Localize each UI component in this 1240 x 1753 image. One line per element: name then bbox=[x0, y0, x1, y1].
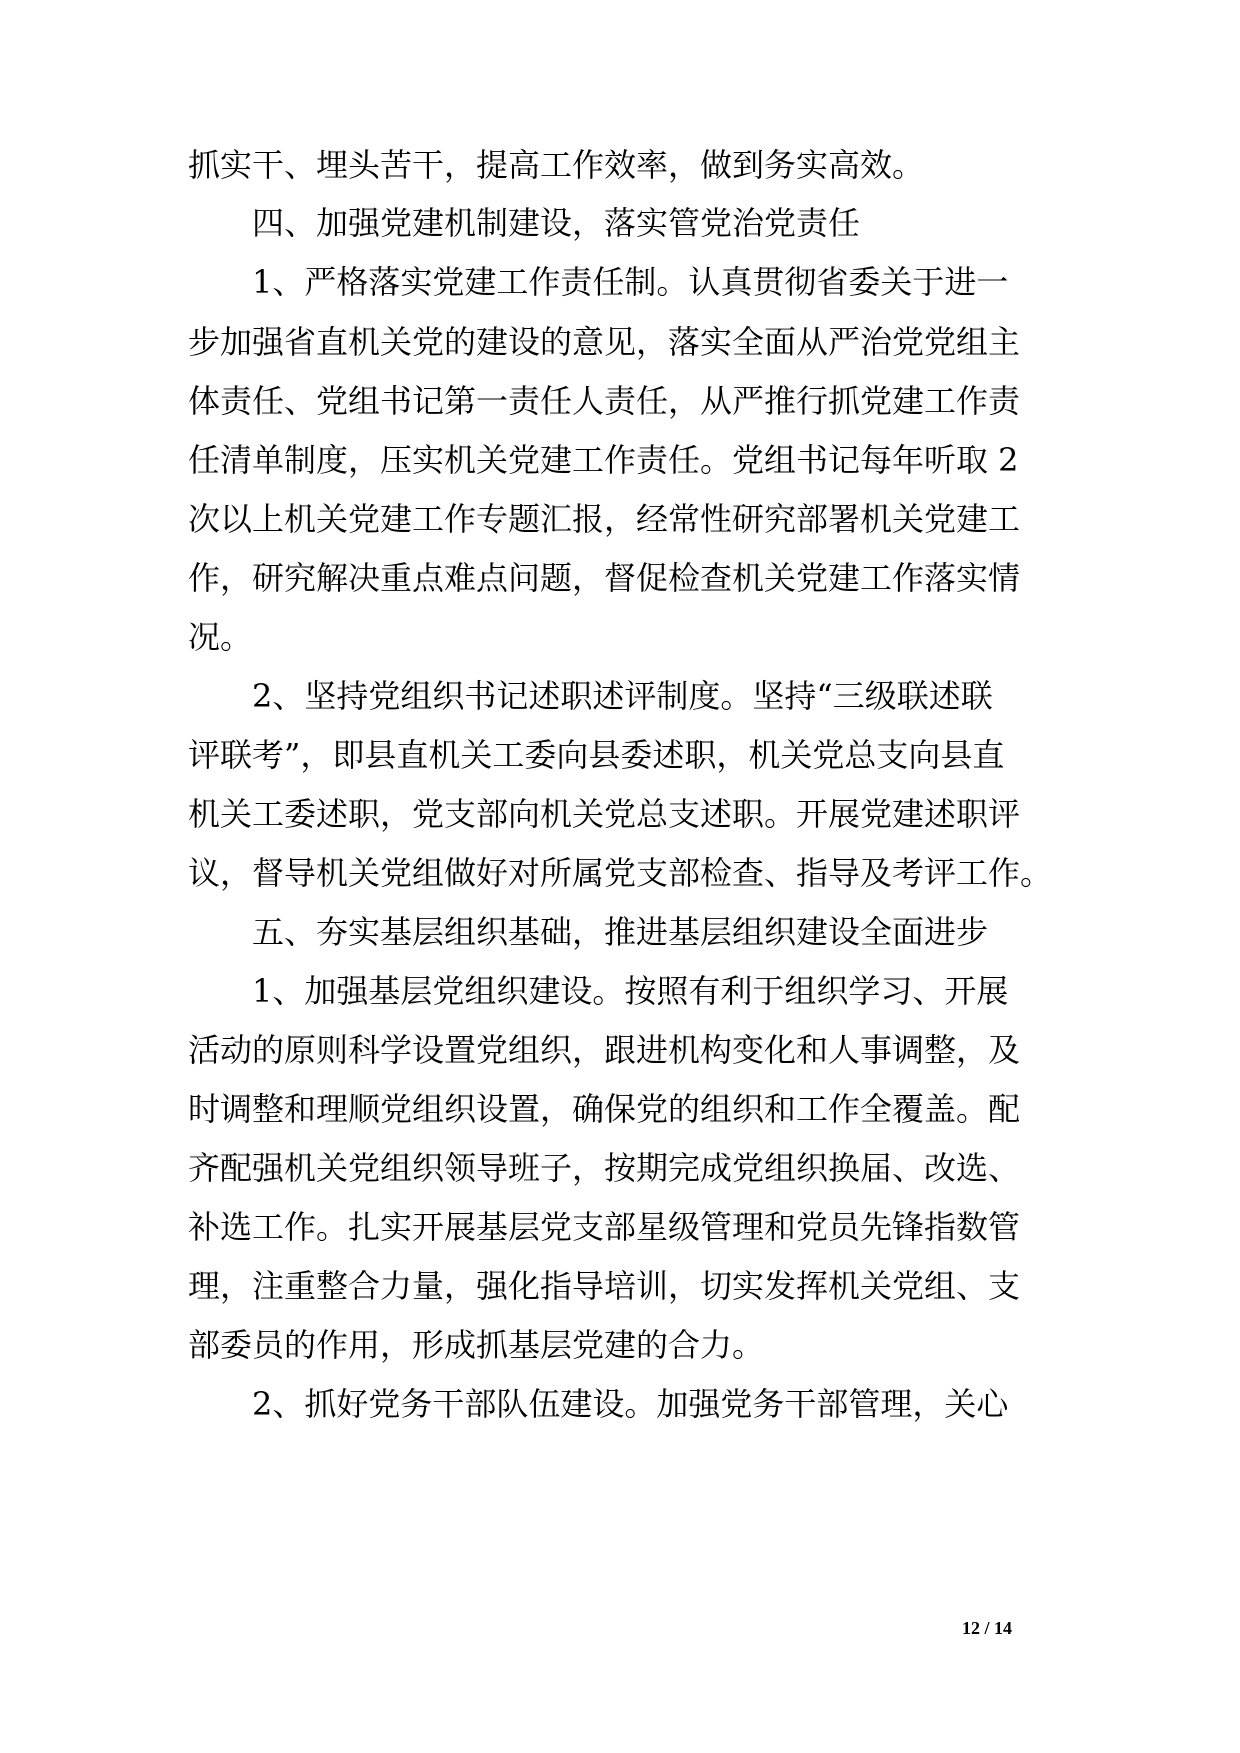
text-line: 2、抓好党务干部队伍建设。加强党务干部管理，关心 bbox=[252, 1385, 1009, 1423]
text-line: 次以上机关党建工作专题汇报，经常性研究部署机关党建工 bbox=[188, 500, 1021, 538]
text-line: 1、加强基层党组织建设。按照有利于组织学习、开展 bbox=[252, 972, 1009, 1010]
text-line: 补选工作。扎实开展基层党支部星级管理和党员先锋指数管 bbox=[188, 1208, 1021, 1246]
text-line: 议，督导机关党组做好对所属党支部检查、指导及考评工作。 bbox=[188, 854, 1053, 892]
text-line: 2、坚持党组织书记述职述评制度。坚持“三级联述联 bbox=[252, 677, 993, 715]
text-line: 抓实干、埋头苦干，提高工作效率，做到务实高效。 bbox=[188, 146, 925, 184]
text-line: 时调整和理顺党组织设置，确保党的组织和工作全覆盖。配 bbox=[188, 1090, 1021, 1128]
text-line: 1、严格落实党建工作责任制。认真贯彻省委关于进一 bbox=[252, 263, 1009, 301]
text-line: 步加强省直机关党的建设的意见，落实全面从严治党党组主 bbox=[188, 323, 1021, 361]
text-line: 任清单制度，压实机关党建工作责任。党组书记每年听取 2 bbox=[188, 441, 1019, 479]
text-line: 况。 bbox=[188, 618, 253, 656]
page-number: 12 / 14 bbox=[962, 1618, 1013, 1638]
section-heading: 四、加强党建机制建设，落实管党治党责任 bbox=[252, 204, 861, 242]
text-line: 齐配强机关党组织领导班子，按期完成党组织换届、改选、 bbox=[188, 1149, 1021, 1187]
text-line: 活动的原则科学设置党组织，跟进机构变化和人事调整，及 bbox=[188, 1031, 1021, 1069]
text-line: 作，研究解决重点难点问题，督促检查机关党建工作落实情 bbox=[188, 559, 1021, 597]
text-line: 体责任、党组书记第一责任人责任，从严推行抓党建工作责 bbox=[188, 382, 1021, 420]
text-line: 评联考”，即县直机关工委向县委述职，机关党总支向县直 bbox=[188, 736, 1005, 774]
text-line: 理，注重整合力量，强化指导培训，切实发挥机关党组、支 bbox=[188, 1267, 1021, 1305]
text-line: 机关工委述职，党支部向机关党总支述职。开展党建述职评 bbox=[188, 795, 1021, 833]
section-heading: 五、夯实基层组织基础，推进基层组织建设全面进步 bbox=[252, 913, 989, 951]
text-line: 部委员的作用，形成抓基层党建的合力。 bbox=[188, 1326, 765, 1364]
